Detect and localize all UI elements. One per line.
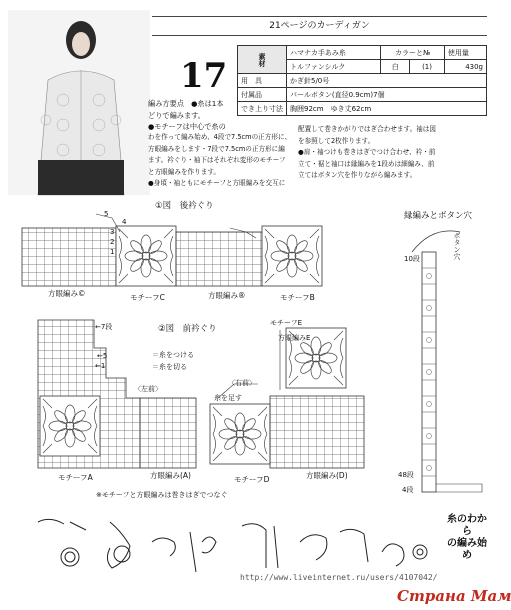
model-photo — [8, 10, 150, 195]
legend-attach-yarn: ＝糸をつける — [152, 351, 194, 359]
instruction-line: 立て・裾と袖口は縁編みを1段めは細編み、前 — [298, 159, 435, 168]
instruction-line: どりで編みます。 — [148, 110, 205, 120]
spec-head-color: カラーと№ — [381, 46, 444, 60]
tutorial-illustrations — [30, 512, 438, 582]
front-neckline-chart — [36, 318, 376, 488]
front-diagram-title: ②図 前衿ぐり — [158, 324, 217, 334]
label-hogan-a: 方眼編み(A) — [150, 471, 191, 480]
instructions-left-2 — [148, 132, 298, 190]
border-diagram-title: 縁編みとボタン穴 — [404, 211, 473, 221]
row-mark-2: 2 — [110, 238, 115, 246]
instruction-line: と方眼編みを作ります。 — [148, 167, 221, 176]
material-side-label: 素材 — [238, 46, 287, 74]
yarn-number: (1) — [410, 60, 445, 74]
pattern-number: 17 — [180, 56, 228, 96]
label-hogan-d: 方眼編み(D) — [306, 471, 348, 480]
spec-row-value: 胸囲92cm ゆき丈62cm — [287, 102, 487, 116]
border-row-48: 48段 — [398, 471, 414, 479]
border-buttonhole-chart — [392, 222, 492, 502]
instructions-right — [298, 124, 488, 182]
label-motif-d: モチーフD — [234, 475, 270, 484]
row-mark-7: ←7段 — [95, 323, 113, 331]
label-motif-e: モチーフE — [270, 319, 303, 327]
instruction-line: ●モチーフは中心で糸の — [148, 122, 226, 131]
label-left-front: 〈左前〉 — [134, 385, 162, 393]
row-mark-1: 1 — [110, 248, 115, 256]
spec-head-yarn: ハマナカ手あみ糸 — [287, 46, 381, 60]
legend-cut-yarn: ＝糸を切る — [152, 363, 187, 371]
border-row-10: 10段 — [404, 255, 420, 263]
instruction-line: 立てはボタン穴を作りながら編みます。 — [298, 171, 417, 179]
instruction-line: を参照して2枚作ります。 — [298, 136, 375, 145]
label-motif-b: モチーフB — [280, 293, 315, 302]
instruction-line: わを作って編み始め、4段で7.5cmの正方形に、 — [148, 133, 292, 141]
instruction-line: 方眼編みをします・7段で7.5cmの正方形に編 — [148, 144, 285, 153]
row-mark-3: 3 — [110, 228, 115, 236]
label-hogan-e: 方眼編みE — [278, 334, 311, 342]
spec-row-value: かぎ針5/0号 — [287, 74, 487, 88]
back-diagram-title: ①図 後衿ぐり — [155, 201, 214, 211]
row-mark-1f: ←1 — [95, 362, 106, 370]
label-motif-c: モチーフC — [130, 293, 165, 302]
spec-row-label: 付属品 — [238, 88, 287, 102]
label-hogan-c: 方眼編み© — [48, 289, 86, 298]
spec-row-label: でき上り寸法 — [238, 102, 287, 116]
instruction-line: 編み方要点 ●糸は1本 — [148, 99, 224, 108]
row-mark-4: 4 — [122, 218, 127, 226]
buttonhole-label: ボタン穴 — [453, 232, 461, 260]
row-mark-5: 5 — [104, 210, 109, 218]
instruction-line: ます。衿ぐり・袖下はそれぞれ変形のモチーフ — [148, 156, 286, 164]
instruction-line: 配置して巻きかがりではぎ合わせます。袖は図 — [298, 125, 436, 133]
watermark-url: http://www.liveinternet.ru/users/4107042/ — [240, 573, 438, 582]
page-title: 21ページのカーディガン — [152, 16, 487, 36]
yarn-color: 白 — [381, 60, 410, 74]
yarn-amount: 430g — [444, 60, 486, 74]
site-logo: Страна Мам — [397, 587, 511, 605]
spec-head-amount: 使用量 — [444, 46, 486, 60]
label-right-front: 〈右前〉 — [228, 379, 256, 387]
front-footnote: ※モチーフと方眼編みは巻きはぎでつなぐ — [96, 491, 228, 499]
instruction-line: ●身頃・袖ともにモチーフと方眼編みを交互に — [148, 179, 286, 187]
border-row-4: 4段 — [402, 486, 414, 494]
label-hogan-b: 方眼編み® — [208, 291, 246, 300]
yarn-name: トルファンシルク — [287, 60, 381, 74]
tutorial-title: 糸のわから の編み始め — [447, 514, 487, 561]
instructions-left — [148, 98, 298, 133]
label-add-yarn: 糸を足す — [214, 394, 242, 402]
instruction-line: ●肩・袖つけも巻きはぎでつけ合わせ、衿・前 — [298, 148, 436, 156]
back-neckline-chart — [20, 208, 350, 300]
row-mark-5f: ←5 — [97, 352, 108, 360]
label-motif-a: モチーフA — [58, 473, 93, 482]
spec-row-value: パールボタン(直径0.9cm)7個 — [287, 88, 487, 102]
spec-row-label: 用 具 — [238, 74, 287, 88]
